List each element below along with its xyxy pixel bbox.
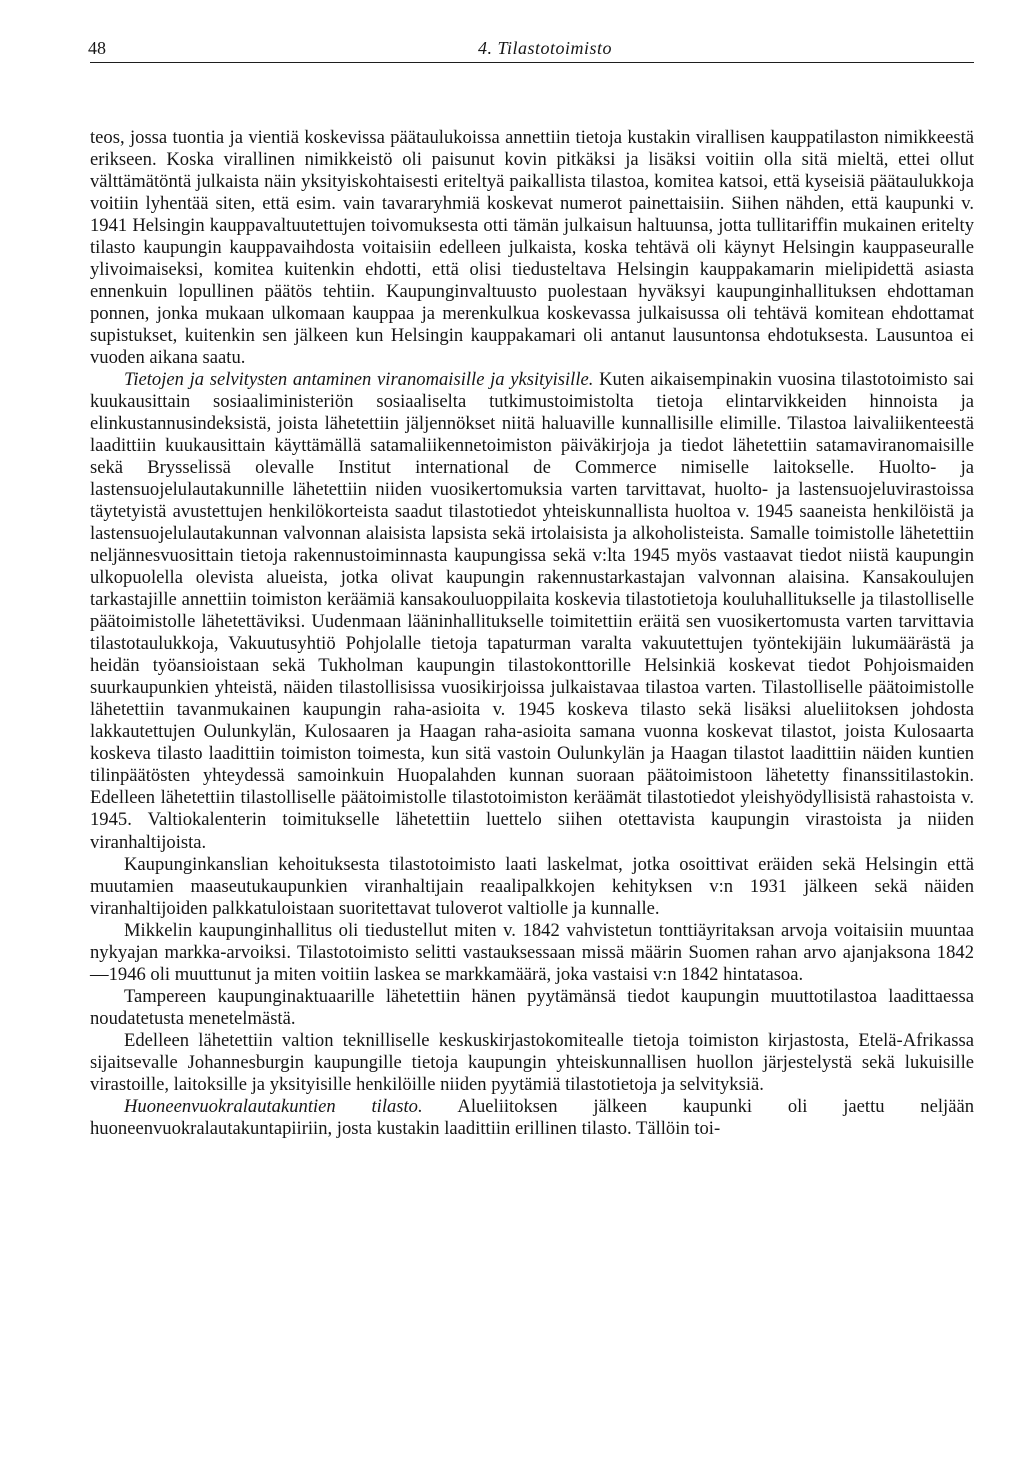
paragraph-text: Mikkelin kaupunginhallitus oli tiedustellut miten v. 1842 vahvistetun tonttiäyritaksan arvoja voitaisiin muuntaa nykyajan markka-arvoiksi. Tilastotoimisto selitti vastauksessaan missä määrin Suomen rahan arvo ajanjaksona 1842—1946 oli muuttunut ja miten voitiin laskea se markkamäärä, joka vastaisi v:n 1842 hintatasoa. [90, 919, 974, 985]
paragraph [90, 920, 974, 986]
paragraph [90, 127, 974, 369]
page-number: 48 [88, 38, 106, 58]
paragraph [90, 1030, 974, 1096]
paragraph [90, 986, 974, 1030]
paragraph-text: Alueliitoksen jälkeen kaupunki oli jaettu neljään huoneenvuokralautakuntapiiriin, josta kustakin laadittiin erillinen tilasto. Tällöin toi- [90, 1095, 974, 1139]
paragraph [90, 854, 974, 920]
paragraph [90, 369, 974, 853]
paragraph-text: Kuten aikaisempinakin vuosina tilastotoimisto sai kuukausittain sosiaaliministeriön sosiaaliselta tutkimustoimistolta tietoja elintarvikkeiden hinnoista ja elinkustannusindeksistä, joista lähetettiin jäljennökset niitä haluaville kunnallisille elimille. Tilastoa laivaliikenteestä laadittiin kuukausittain käyttämällä satamaliikennetoimiston päiväkirjoja ja tiedot lähetettiin satamaviranomaisille sekä Brysselissä olevalle Institut international de Commerce nimiselle laitokselle. Huolto- ja lastensuojelulautakunnille lähetettiin niiden vuosikertomuksia varten tarvittavat, huolto- ja lastensuojeluvirastoissa täytetyistä avustettujen henkilökorteista saadut tilastotiedot yhteiskunnallista huoltoa v. 1945 saaneista henkilöistä ja lastensuojelulautakunnan valvonnan alaisista lapsista sekä irtolaisista ja alkoholisteista. Samalle toimistolle lähetettiin neljännesvuosittain tietoja rakennustoiminnasta kaupungissa sekä v:lta 1945 myös vastaavat tiedot niistä kaupungin ulkopuolella olevista alueista, jotka olivat kaupungin rakennustarkastajan valvonnan alaisina. Kansakoulujen tarkastajille annettiin toimiston keräämiä kansakouluoppilaita koskevia tilastotietoja kouluhallitukselle ja tilastolliselle päätoimistolle lähetettäviksi. Uudenmaan lääninhallitukselle toimitettiin eräitä sen vuosikertomusta varten tarvittavia tilastotaulukkoja, Vakuutusyhtiö Pohjolalle tietoja tapaturman varalta vakuutettujen työntekijäin lukumäärästä ja heidän työansioistaan sekä Tukholman kaupungin tilastokonttorille Helsinkiä koskevat tiedot Pohjoismaiden suurkaupunkien yhteistä, näiden tilastollisissa vuosikirjoissa julkaistavaa tilastoa varten. Tilastolliselle päätoimistolle lähetettiin tavanmukainen kaupungin raha-asioita v. 1945 koskeva tilasto sekä lisäksi alueliitoksen johdosta lakkautettujen Oulunkylän, Kulosaaren ja Haagan raha-asioita samana vuonna koskevat tilastot, joista Kulosaarta koskeva tilasto laadittiin toimiston toimesta, kun sitä vastoin Oulunkylän ja Haagan tilastot laadittiin näiden kuntien tilinpäätösten yhteydessä samoinkuin Huopalahden kunnan suoraan päätoimistoon lähetetty finanssitilastokin. Edelleen lähetettiin tilastolliselle päätoimistolle tilastotoimiston keräämät tilastotiedot yleishyödyllisistä rahastoista v. 1945. Valtiokalenterin toimitukselle lähetettiin luettelo siihen otettavista kaupungin virastoista ja niiden viranhaltijoista. [90, 369, 974, 853]
paragraph-text: Tampereen kaupunginaktuaarille lähetettiin hänen pyytämänsä tiedot kaupungin muuttotilastoa laadittaessa noudatetusta menetelmästä. [90, 985, 974, 1029]
running-header [90, 34, 974, 63]
paragraph-text: Edelleen lähetettiin valtion teknilliselle keskuskirjastokomitealle tietoja toimiston kirjastosta, Etelä-Afrikassa sijaitsevalle Johannesburgin kaupungille tietoja kaupungin yhteiskunnallisen huollon järjestelystä sekä lukuisille virastoille, laitoksille ja yksityisille henkilöille niiden pyytämiä tilastotietoja ja selvityksiä. [90, 1029, 974, 1095]
paragraph-text: Kaupunginkanslian kehoituksesta tilastotoimisto laati laskelmat, jotka osoittivat eräiden sekä Helsingin että muutamien maaseutukaupunkien viranhaltijain reaalipalkkojen kehityksen v:n 1931 jälkeen sekä näiden viranhaltijoiden palkkatuloistaan suoritettavat tuloverot valtiolle ja kunnalle. [90, 853, 974, 919]
chapter-title: 4. Tilastotoimisto [478, 38, 613, 58]
paragraph [90, 1096, 974, 1140]
document-page [90, 34, 974, 1140]
paragraph-text: teos, jossa tuontia ja vientiä koskevissa päätaulukoissa annettiin tietoja kustakin virallisen kauppatilaston nimikkeestä erikseen. Koska virallinen nimikkeistö oli paisunut kovin pitkäksi ja lisäksi voitiin olla sitä mieltä, ettei ollut välttämätöntä julkaista näin yksityiskohtaisesti eriteltyä paikallista tilastoa, komitea katsoi, että kyseisiä päätaulukkoja voitiin lyhentää siten, että esim. vain tavararyhmiä koskevat numerot painettaisiin. Siihen nähden, että kaupunki v. 1941 Helsingin kauppavaltuutettujen toivomuksesta otti tämän julkaisun haltuunsa, jotta tullitariffin mukainen eritelty tilasto kaupungin kauppavaihdosta voitaisiin edelleen julkaista, koska tehtävä oli käynyt Helsingin kauppaseuralle ylivoimaiseksi, komitea kuitenkin ehdotti, että olisi tiedusteltava Helsingin kauppakamarin mielipidettä asiasta ennenkuin lopullinen päätös tehtiin. Kaupunginvaltuusto puolestaan hyväksyi kaupunginhallituksen ehdottaman ponnen, jonka mukaan ulkomaan kauppaa ja merenkulkua koskevassa julkaisussa oli tehtävä komitean ehdottamat supistukset, kuitenkin sen jälkeen kun Helsingin kauppakamari oli antanut lausuntonsa ehdotuksesta. Lausuntoa ei vuoden aikana saatu. [90, 127, 974, 369]
paragraph-lead: Huoneenvuokralautakuntien tilasto. [124, 1095, 423, 1117]
paragraph-lead: Tietojen ja selvitysten antaminen viranomaisille ja yksityisille. [124, 369, 594, 391]
body-text [90, 127, 974, 1140]
